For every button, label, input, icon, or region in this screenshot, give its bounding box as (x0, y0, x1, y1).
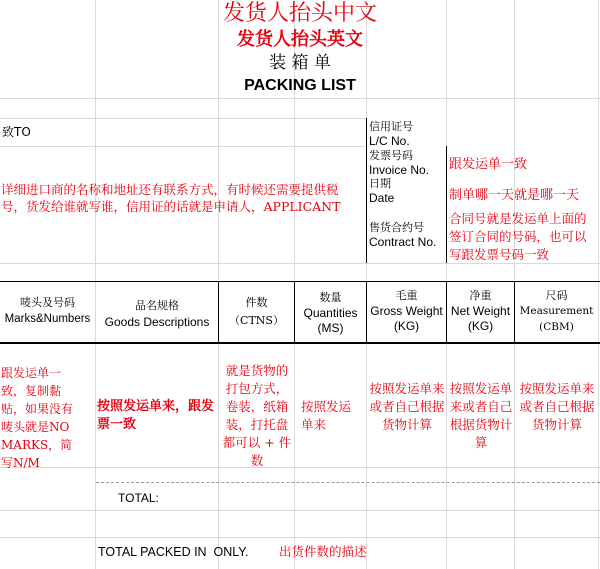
contract-label-cn: 售货合约号 (369, 221, 424, 234)
col-header-measurement-unit: (CBM) (539, 321, 574, 333)
lc-label-cn: 信用证号 (369, 120, 413, 133)
grid-line (0, 467, 600, 468)
shipper-name-en: 发货人抬头英文 (237, 29, 363, 50)
lc-label-en: L/C No. (369, 134, 410, 148)
col-header-net-cn: 净重 (469, 289, 492, 302)
consignee-note: 详细进口商的名称和地址还有联系方式，有时候还需要提供税号，货发给谁就写谁，信用证的话就是申请人，APPLICANT (1, 182, 341, 214)
grid-line (0, 510, 600, 511)
col-header-gross-unit: (KG) (393, 319, 420, 333)
grid-line (0, 537, 600, 538)
col-header-measurement-en: Measurement (519, 305, 594, 317)
date-label-en: Date (369, 191, 395, 205)
row-measurement: 按照发运单来或者自己根据货物计算 (519, 381, 595, 432)
row-net-weight: 按照发运单来或者自己根据货物计算 (449, 381, 513, 450)
col-header-qty-unit: (MS) (317, 321, 344, 335)
info-block-left-border (366, 118, 367, 263)
date-value: 制单哪一天就是哪一天 (449, 188, 580, 203)
info-value-left-border (446, 146, 447, 263)
col-header-net-unit: (KG) (467, 319, 494, 333)
col-header-marks-en: Marks&Numbers (4, 313, 91, 325)
invoice-label-cn: 发票号码 (369, 149, 413, 162)
header-col-border (218, 281, 219, 343)
col-header-qty-cn: 数量 (319, 291, 342, 304)
grid-line (0, 98, 600, 99)
row-ctns: 就是货物的打包方式，卷装，纸箱装，打托盘都可以 + 件数 (222, 363, 292, 468)
table-header-bottom-border (0, 342, 600, 344)
grid-line (0, 146, 366, 147)
contract-value: 合同号就是发运单上面的签订合同的号码，也可以写跟发票号码一致 (449, 211, 587, 262)
col-header-goods-en: Goods Descriptions (104, 315, 210, 329)
doc-title-en: PACKING LIST (244, 77, 356, 94)
contract-label-en: Contract No. (369, 235, 437, 249)
col-header-goods-cn: 品名规格 (135, 299, 179, 312)
row-goods: 按照发运单来，跟发票一致 (97, 399, 215, 432)
col-header-gross-cn: 毛重 (395, 289, 418, 302)
col-header-ctns-cn: 件数 (245, 296, 268, 309)
date-label-cn: 日期 (369, 177, 391, 190)
col-header-qty-en: Quantities (303, 306, 358, 320)
table-header-top-border (0, 281, 600, 282)
row-gross-weight: 按照发运单来或者自己根据货物计算 (369, 381, 445, 432)
col-header-measurement-cn: 尺码 (545, 289, 568, 302)
col-header-marks-cn: 唛头及号码 (20, 296, 75, 309)
col-header-ctns-en: （CTNS） (229, 314, 284, 327)
total-label: TOTAL: (118, 491, 159, 505)
row-marks: 跟发运单一致，复制黏贴，如果没有唛头就是NO MARKS，简写N/M (1, 366, 74, 470)
total-packed-note: 出货件数的描述 (279, 544, 367, 559)
consignee-label: 致TO (2, 125, 31, 139)
total-packed-label: TOTAL PACKED IN ONLY. (98, 545, 249, 559)
doc-title-cn: 装 箱 单 (269, 53, 331, 73)
row-quantities: 按照发运单来 (301, 399, 352, 432)
invoice-label-en: Invoice No. (369, 163, 430, 177)
invoice-value: 跟发运单一致 (449, 157, 528, 172)
total-divider (96, 482, 600, 483)
shipper-name-cn: 发货人抬头中文 (222, 1, 377, 26)
col-header-net-en: Net Weight (450, 304, 511, 318)
grid-line (0, 118, 366, 119)
col-header-gross-en: Gross Weight (370, 304, 443, 318)
